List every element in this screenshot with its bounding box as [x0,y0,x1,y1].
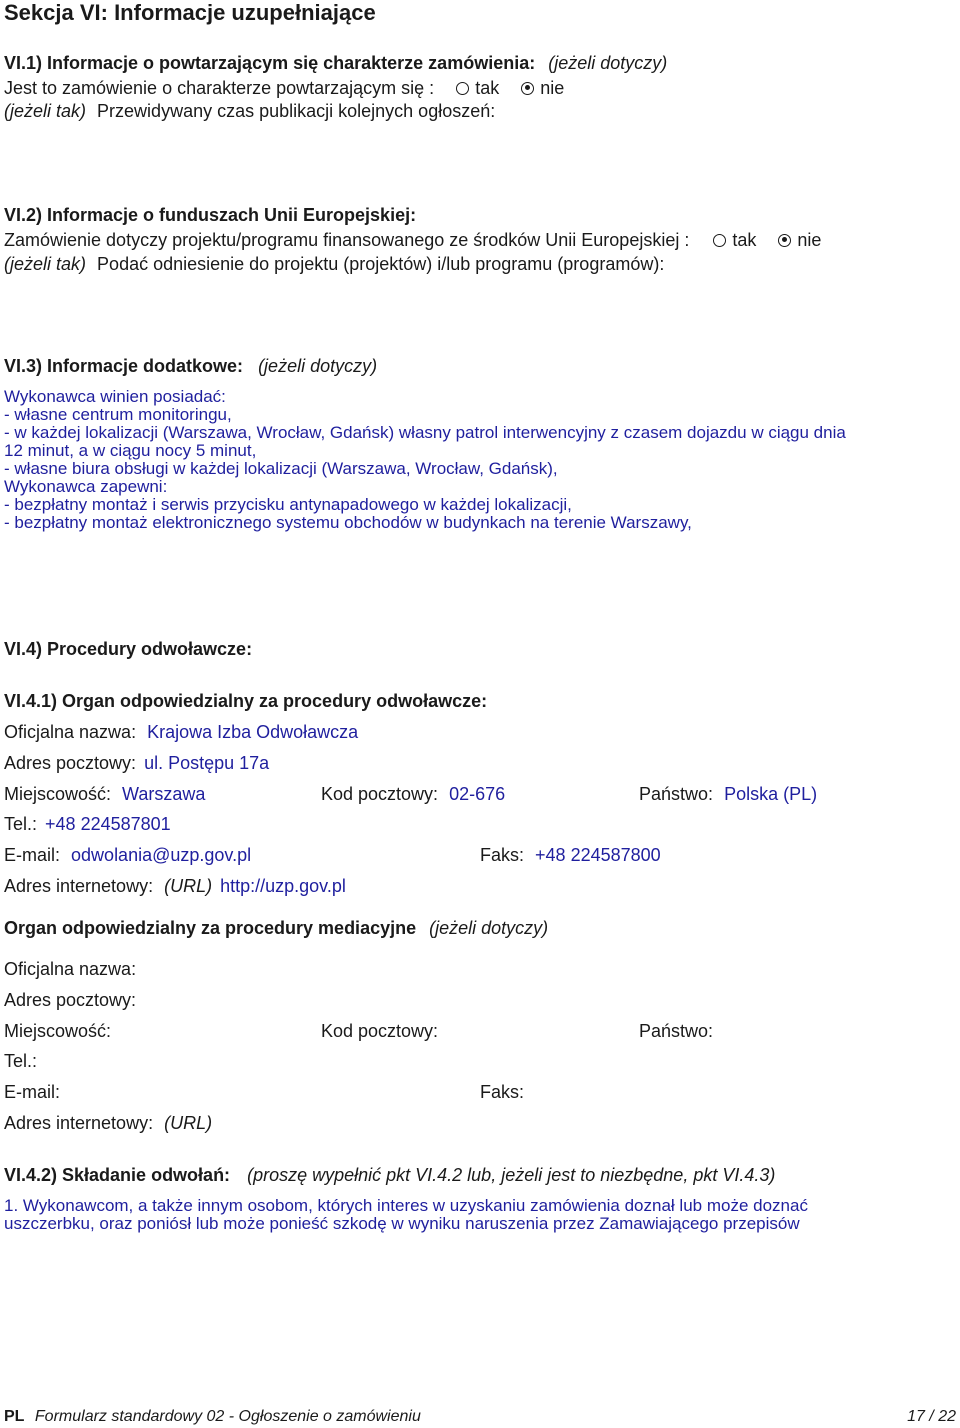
mediation-heading-line [4,918,548,939]
vi41-address-label: Adres pocztowy: [4,753,137,773]
vi41-postcode-value: 02-676 [449,784,506,804]
vi41-city-cell [4,784,205,805]
vi2-followup-hint: (jeżeli tak) [4,254,87,274]
vi2-no-label: nie [797,230,822,250]
vi1-hint: (jeżeli dotyczy) [548,53,668,73]
vi42-heading: VI.4.2) Składanie odwołań: [4,1165,231,1185]
vi41-fax-value: +48 224587800 [535,845,661,865]
vi3-line: Wykonawca winien posiadać: [4,387,226,406]
vi1-radio-yes[interactable] [456,78,499,98]
vi1-no-label: nie [540,78,565,98]
footer-page-number: 17 / 22 [907,1408,956,1425]
vi2-heading: VI.2) Informacje o funduszach Unii Europejskiej: [4,205,417,225]
vi41-tel-row [4,814,171,835]
vi1-question: Jest to zamówienie o charakterze powtarzającym się : [4,78,435,98]
vi41-country-value: Polska (PL) [724,784,818,804]
mediation-city-label: Miejscowość: [4,1021,112,1041]
vi42-heading-line [4,1165,775,1186]
vi41-heading: VI.4.1) Organ odpowiedzialny za procedury odwoławcze: [4,691,488,711]
vi3-line: - bezpłatny montaż i serwis przycisku antynapadowego w każdej lokalizacji, [4,495,572,514]
vi41-fax-cell [480,845,661,866]
vi3-heading: VI.3) Informacje dodatkowe: [4,356,244,376]
mediation-www-label: Adres internetowy: [4,1113,154,1133]
radio-unchecked-icon [456,82,469,95]
vi2-followup: Podać odniesienie do projektu (projektów) i/lub programu (programów): [97,254,665,274]
vi1-yes-label: tak [475,78,500,98]
vi42-hint: (proszę wypełnić pkt VI.4.2 lub, jeżeli jest to niezbędne, pkt VI.4.3) [247,1165,776,1185]
vi4-heading: VI.4) Procedury odwoławcze: [4,639,253,659]
vi41-www-label: Adres internetowy: [4,876,154,896]
mediation-www-hint: (URL) [164,1113,213,1133]
vi41-email-link[interactable]: odwolania@uzp.gov.pl [71,845,252,865]
vi2-question: Zamówienie dotyczy projektu/programu finansowanego ze środków Unii Europejskiej : [4,230,690,250]
vi41-name-value: Krajowa Izba Odwoławcza [147,722,359,742]
vi41-country-cell [639,784,817,805]
mediation-hint: (jeżeli dotyczy) [429,918,549,938]
vi41-address-row [4,753,269,774]
vi41-tel-label: Tel.: [4,814,38,834]
vi1-question-line [4,78,564,99]
vi42-text-block [4,1197,808,1233]
vi1-followup-line [4,101,495,122]
vi41-name-label: Oficjalna nazwa: [4,722,137,742]
mediation-address-label: Adres pocztowy: [4,990,137,1010]
vi41-postcode-label: Kod pocztowy: [321,784,439,804]
vi41-tel-value: +48 224587801 [45,814,171,834]
mediation-country-label: Państwo: [639,1021,714,1041]
vi3-line: 12 minut, a w ciągu nocy 5 minut, [4,441,257,460]
vi41-email-cell [4,845,251,866]
mediation-name-label: Oficjalna nazwa: [4,959,137,979]
footer-lang: PL [4,1408,25,1425]
vi41-name-row [4,722,358,743]
mediation-heading: Organ odpowiedzialny za procedury mediacyjne [4,918,417,938]
vi3-text-block [4,388,846,532]
vi3-hint: (jeżeli dotyczy) [258,356,378,376]
vi3-line: - bezpłatny montaż elektronicznego systemu obchodów w budynkach na terenie Warszawy, [4,513,692,532]
vi2-question-line [4,230,821,251]
vi41-www-row [4,876,346,897]
vi1-followup: Przewidywany czas publikacji kolejnych ogłoszeń: [97,101,496,121]
mediation-postcode-label: Kod pocztowy: [321,1021,439,1041]
mediation-tel-label: Tel.: [4,1051,38,1071]
vi41-city-value: Warszawa [122,784,206,804]
radio-checked-icon [521,82,534,95]
section-title: Sekcja VI: Informacje uzupełniające [4,0,376,25]
vi3-line: - własne centrum monitoringu, [4,405,232,424]
mediation-www-row [4,1113,212,1134]
vi41-www-link[interactable]: http://uzp.gov.pl [220,876,346,896]
vi41-www-hint: (URL) [164,876,213,896]
vi41-email-label: E-mail: [4,845,61,865]
vi2-yes-label: tak [732,230,757,250]
radio-checked-icon [778,234,791,247]
vi3-line: - w każdej lokalizacji (Warszawa, Wrocław, Gdańsk) własny patrol interwencyjny z czasem dojazdu w ciągu dnia [4,423,846,442]
footer-left [4,1408,421,1426]
vi1-followup-hint: (jeżeli tak) [4,101,87,121]
vi3-heading-line [4,356,377,377]
vi41-postcode-cell [321,784,505,805]
radio-unchecked-icon [713,234,726,247]
vi3-line: - własne biura obsługi w każdej lokalizacji (Warszawa, Wrocław, Gdańsk), [4,459,558,478]
vi1-heading: VI.1) Informacje o powtarzającym się charakterze zamówienia: [4,53,536,73]
vi2-followup-line [4,254,664,275]
mediation-email-label: E-mail: [4,1082,61,1102]
vi41-city-label: Miejscowość: [4,784,112,804]
vi41-address-value: ul. Postępu 17a [144,753,270,773]
vi3-line: Wykonawca zapewni: [4,477,168,496]
vi42-line: uszczerbku, oraz poniósł lub może ponieść szkodę w wyniku naruszenia przez Zamawiającego przepisów [4,1214,800,1233]
vi41-country-label: Państwo: [639,784,714,804]
vi2-radio-no[interactable] [778,230,821,250]
vi2-radio-yes[interactable] [713,230,756,250]
vi42-line: 1. Wykonawcom, a także innym osobom, których interes w uzyskaniu zamówienia doznał lub może doznać [4,1196,808,1215]
mediation-fax-label: Faks: [480,1082,525,1102]
vi1-radio-no[interactable] [521,78,564,98]
footer-form-name: Formularz standardowy 02 - Ogłoszenie o zamówieniu [34,1408,421,1425]
vi41-fax-label: Faks: [480,845,525,865]
vi1-heading-line [4,53,667,74]
